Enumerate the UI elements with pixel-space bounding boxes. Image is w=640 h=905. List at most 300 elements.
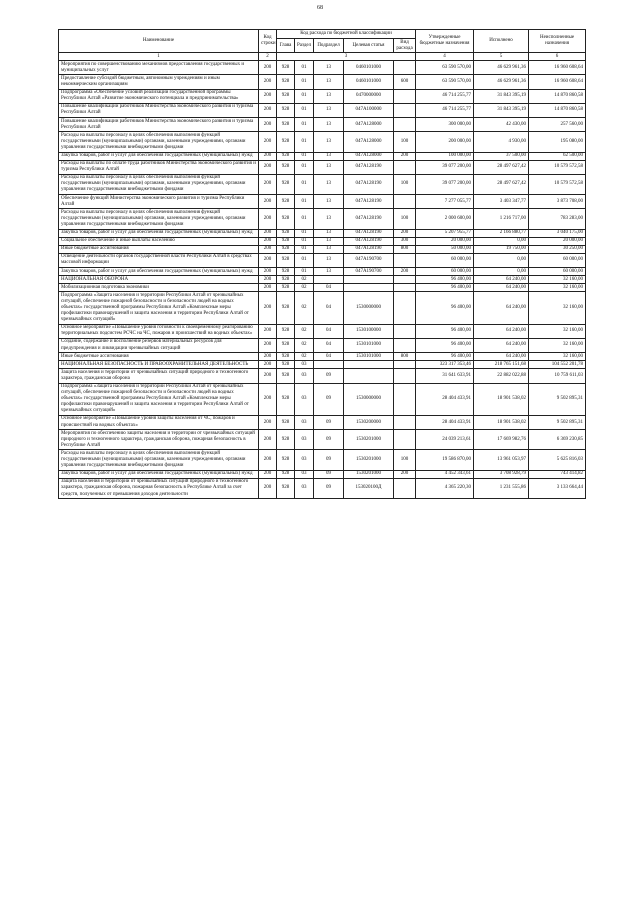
table-row: [59, 268, 586, 276]
table-row: [59, 245, 586, 253]
row-approved: 4 452 343,61: [416, 470, 474, 478]
row-approved: 19 586 870,00: [416, 450, 474, 470]
row-expense-type: [394, 89, 416, 103]
row-section: 02: [295, 324, 314, 338]
row-name: Повышение квалификации работников Министерства экономического развития и туризма Республики Алтай: [59, 118, 259, 132]
row-approved: 63 590 570,00: [416, 75, 474, 89]
row-name: Расходы на выплаты по оплате труда работников Министерства экономического развития и туризма Республики Алтай: [59, 160, 259, 174]
page-number: 68: [317, 5, 323, 11]
table-row: [59, 353, 586, 361]
row-target: 047А128000: [344, 118, 394, 132]
row-executed: 3 403 347,77: [474, 195, 529, 209]
row-code: 200: [259, 268, 277, 276]
row-code: 200: [259, 338, 277, 352]
row-expense-type: [394, 103, 416, 117]
header-unexecuted: Неисполненные назначения: [529, 30, 586, 53]
row-section: 01: [295, 118, 314, 132]
row-subsection: 13: [314, 61, 344, 75]
row-target: 047А128000: [344, 152, 394, 160]
row-name: Расходы на выплаты персоналу в целях обеспечения выполнения функций государственными (муниципальными) органами, казенными учреждениями, органами управления государственными внебюджетными фондами: [59, 174, 259, 194]
row-executed: 64 240,00: [474, 284, 529, 292]
row-section: 01: [295, 152, 314, 160]
row-approved: 46 714 255,77: [416, 89, 474, 103]
row-code: 200: [259, 152, 277, 160]
row-name: Защита населения и территории от чрезвычайных ситуаций природного и техногенного характера, гражданская оборона, пожарная безопасность в Республике Алтай за счет средств, полученных от превышения доходов деятельности: [59, 478, 259, 498]
row-approved: 96 400,00: [416, 338, 474, 352]
row-subsection: 13: [314, 160, 344, 174]
row-subsection: 04: [314, 292, 344, 324]
row-chapter: 928: [277, 383, 295, 415]
row-executed: 18 901 538,02: [474, 415, 529, 429]
table-row: [59, 160, 586, 174]
row-code: 200: [259, 324, 277, 338]
row-expense-type: [394, 324, 416, 338]
row-code: 200: [259, 415, 277, 429]
table-row: [59, 61, 586, 75]
row-executed: 28 497 627,42: [474, 174, 529, 194]
row-executed: 1 231 555,86: [474, 478, 529, 498]
row-unexecuted: 32 160,00: [529, 284, 586, 292]
row-target: 0470000000: [344, 89, 394, 103]
header-expense-type: Вид расхода: [394, 39, 416, 53]
row-unexecuted: 62 500,00: [529, 152, 586, 160]
row-subsection: 04: [314, 284, 344, 292]
row-code: 200: [259, 195, 277, 209]
row-chapter: 928: [277, 89, 295, 103]
row-expense-type: 300: [394, 237, 416, 245]
row-unexecuted: 60 000,00: [529, 253, 586, 267]
row-chapter: 928: [277, 160, 295, 174]
row-section: 02: [295, 338, 314, 352]
row-chapter: 928: [277, 253, 295, 267]
row-approved: 96 400,00: [416, 292, 474, 324]
row-code: 200: [259, 160, 277, 174]
row-unexecuted: 9 502 895,31: [529, 415, 586, 429]
row-target: 047А128190: [344, 209, 394, 229]
row-chapter: 928: [277, 276, 295, 284]
row-unexecuted: 32 160,00: [529, 353, 586, 361]
row-approved: 60 000,00: [416, 253, 474, 267]
table-row: [59, 103, 586, 117]
table-row: [59, 195, 586, 209]
row-chapter: 928: [277, 132, 295, 152]
row-expense-type: [394, 284, 416, 292]
row-unexecuted: 6 369 230,85: [529, 430, 586, 450]
table-row: [59, 369, 586, 383]
row-subsection: 09: [314, 470, 344, 478]
table-row: [59, 209, 586, 229]
row-section: 03: [295, 450, 314, 470]
row-subsection: 09: [314, 415, 344, 429]
table-row: [59, 478, 586, 498]
row-chapter: 928: [277, 450, 295, 470]
row-chapter: 928: [277, 338, 295, 352]
table-row: [59, 132, 586, 152]
row-expense-type: 800: [394, 245, 416, 253]
row-approved: 39 077 200,00: [416, 160, 474, 174]
row-executed: 18 901 538,02: [474, 383, 529, 415]
header-chapter: Глава: [277, 39, 295, 53]
row-subsection: 13: [314, 103, 344, 117]
row-section: 01: [295, 195, 314, 209]
row-expense-type: [394, 478, 416, 498]
row-code: 200: [259, 430, 277, 450]
row-executed: 64 240,00: [474, 276, 529, 284]
row-subsection: 13: [314, 209, 344, 229]
row-expense-type: [394, 118, 416, 132]
row-unexecuted: 257 560,00: [529, 118, 586, 132]
row-name: Подпрограмма «Защита населения и территории Республики Алтай от чрезвычайных ситуаций, обеспечение пожарной безопасности и безопасности людей на водных объектах» государственной программы Республики Алтай «Комплексные меры профилактики правонарушений и защита населения и территории Республики Алтай от чрезвычайных ситуаций»: [59, 383, 259, 415]
row-code: 200: [259, 292, 277, 324]
row-executed: 17 669 982,76: [474, 430, 529, 450]
row-target: 1530201000: [344, 450, 394, 470]
row-expense-type: [394, 276, 416, 284]
row-expense-type: [394, 253, 416, 267]
row-target: 1530000000: [344, 292, 394, 324]
row-unexecuted: 32 160,00: [529, 276, 586, 284]
row-expense-type: [394, 415, 416, 429]
row-subsection: 09: [314, 369, 344, 383]
row-subsection: 13: [314, 132, 344, 152]
row-name: Освещение деятельности органов государственной власти Республики Алтай в средствах массовой информации: [59, 253, 259, 267]
row-target: 047А128190: [344, 174, 394, 194]
row-subsection: 13: [314, 229, 344, 237]
table-row: [59, 276, 586, 284]
row-approved: 7 277 055,77: [416, 195, 474, 209]
row-subsection: 13: [314, 75, 344, 89]
row-section: 01: [295, 174, 314, 194]
row-executed: 1 216 717,00: [474, 209, 529, 229]
row-unexecuted: 195 080,00: [529, 132, 586, 152]
row-approved: 96 400,00: [416, 284, 474, 292]
row-code: 200: [259, 229, 277, 237]
row-target: 047А128190: [344, 229, 394, 237]
row-chapter: 928: [277, 103, 295, 117]
header-classification: Код расхода по бюджетной классификации: [277, 30, 416, 39]
row-code: 200: [259, 237, 277, 245]
row-unexecuted: 3 873 708,00: [529, 195, 586, 209]
row-code: 200: [259, 276, 277, 284]
row-code: 200: [259, 61, 277, 75]
row-executed: 0,00: [474, 268, 529, 276]
row-name: НАЦИОНАЛЬНАЯ ОБОРОНА: [59, 276, 259, 284]
row-code: 200: [259, 118, 277, 132]
row-target: 047А100000: [344, 103, 394, 117]
row-name: Подпрограмма «Защита населения и территории Республики Алтай от чрезвычайных ситуаций, обеспечение пожарной безопасности и безопасности людей на водных объектах» государственной программы Республики Алтай «Комплексные меры профилактики правонарушений и защита населения и территории Республики Алтай от чрезвычайных ситуаций»: [59, 292, 259, 324]
row-approved: 100 000,00: [416, 152, 474, 160]
row-subsection: 04: [314, 338, 344, 352]
row-subsection: 13: [314, 152, 344, 160]
row-name: Создание, содержание и восполнение резервов материальных ресурсов для предупреждения и ликвидации чрезвычайных ситуаций: [59, 338, 259, 352]
row-code: 200: [259, 361, 277, 369]
table-row: [59, 152, 586, 160]
table-row: [59, 324, 586, 338]
row-chapter: 928: [277, 361, 295, 369]
row-target: 1530200000: [344, 415, 394, 429]
row-subsection: [314, 276, 344, 284]
row-executed: 31 843 395,19: [474, 103, 529, 117]
row-expense-type: 200: [394, 152, 416, 160]
row-name: Мероприятия по обеспечению защиты населения и территории от чрезвычайных ситуаций природного и техногенного характера, гражданская оборона, пожарная безопасность в Республике Алтай: [59, 430, 259, 450]
row-unexecuted: 60 000,00: [529, 268, 586, 276]
table-row: [59, 118, 586, 132]
row-section: 01: [295, 237, 314, 245]
row-chapter: 928: [277, 324, 295, 338]
row-code: 200: [259, 470, 277, 478]
row-subsection: 13: [314, 268, 344, 276]
row-approved: 5 207 955,77: [416, 229, 474, 237]
table-row: [59, 430, 586, 450]
row-section: 01: [295, 245, 314, 253]
row-name: Иные бюджетные ассигнования: [59, 245, 259, 253]
row-subsection: 09: [314, 383, 344, 415]
row-unexecuted: 16 960 608,64: [529, 75, 586, 89]
row-section: 03: [295, 478, 314, 498]
row-subsection: 09: [314, 450, 344, 470]
row-expense-type: [394, 195, 416, 209]
row-expense-type: 600: [394, 75, 416, 89]
row-chapter: 928: [277, 195, 295, 209]
row-expense-type: [394, 292, 416, 324]
row-target: 1530100000: [344, 324, 394, 338]
row-section: 02: [295, 276, 314, 284]
table-row: [59, 89, 586, 103]
row-name: Закупка товаров, работ и услуг для обеспечения государственных (муниципальных) нужд: [59, 229, 259, 237]
table-row: [59, 292, 586, 324]
row-code: 200: [259, 369, 277, 383]
row-target: [344, 284, 394, 292]
row-executed: 64 240,00: [474, 324, 529, 338]
row-name: Закупка товаров, работ и услуг для обеспечения государственных (муниципальных) нужд: [59, 268, 259, 276]
row-chapter: 928: [277, 415, 295, 429]
header-name: Наименование: [59, 30, 259, 53]
row-unexecuted: 20 000,00: [529, 237, 586, 245]
row-code: 200: [259, 284, 277, 292]
row-unexecuted: 32 160,00: [529, 324, 586, 338]
row-subsection: 13: [314, 195, 344, 209]
row-target: 1530101000: [344, 338, 394, 352]
row-section: 02: [295, 353, 314, 361]
row-chapter: 928: [277, 118, 295, 132]
row-chapter: 928: [277, 152, 295, 160]
row-section: 01: [295, 268, 314, 276]
row-expense-type: 200: [394, 229, 416, 237]
row-name: Подпрограмма «Обеспечение условий реализации государственной программы Республики Алтай «Развитие экономического потенциала и предпринимательства»: [59, 89, 259, 103]
row-chapter: 928: [277, 478, 295, 498]
row-executed: 46 629 961,36: [474, 75, 529, 89]
row-code: 200: [259, 174, 277, 194]
table-row: [59, 237, 586, 245]
row-target: [344, 361, 394, 369]
row-executed: 64 240,00: [474, 353, 529, 361]
row-approved: 39 077 200,00: [416, 174, 474, 194]
row-code: 200: [259, 450, 277, 470]
row-approved: 96 400,00: [416, 276, 474, 284]
header-executed: Исполнено: [474, 30, 529, 53]
row-subsection: 13: [314, 89, 344, 103]
row-executed: 31 843 395,19: [474, 89, 529, 103]
row-target: 1530201000: [344, 470, 394, 478]
row-target: 0460101000: [344, 75, 394, 89]
row-unexecuted: 16 960 608,64: [529, 61, 586, 75]
row-target: 047А190700: [344, 253, 394, 267]
row-section: 03: [295, 361, 314, 369]
table-row: [59, 450, 586, 470]
row-chapter: 928: [277, 174, 295, 194]
row-approved: 50 000,00: [416, 245, 474, 253]
row-expense-type: 100: [394, 174, 416, 194]
header-section: Раздел: [295, 39, 314, 53]
row-approved: 96 400,00: [416, 324, 474, 338]
row-expense-type: [394, 369, 416, 383]
row-section: 03: [295, 470, 314, 478]
row-code: 200: [259, 89, 277, 103]
row-unexecuted: 30 250,00: [529, 245, 586, 253]
row-name: Предоставление субсидий бюджетным, автономным учреждениям и иным некоммерческим организациям: [59, 75, 259, 89]
row-target: [344, 369, 394, 383]
table-row: [59, 174, 586, 194]
row-executed: 46 629 961,36: [474, 61, 529, 75]
row-executed: 64 240,00: [474, 292, 529, 324]
row-approved: 31 641 633,91: [416, 369, 474, 383]
header-approved: Утвержденные бюджетные назначения: [416, 30, 474, 53]
row-unexecuted: 104 552 201,78: [529, 361, 586, 369]
row-executed: 13 961 053,97: [474, 450, 529, 470]
row-section: 01: [295, 132, 314, 152]
table-row: [59, 383, 586, 415]
row-expense-type: [394, 61, 416, 75]
row-section: 01: [295, 75, 314, 89]
row-name: Социальное обеспечение и иные выплаты населению: [59, 237, 259, 245]
row-expense-type: [394, 361, 416, 369]
row-approved: 2 000 600,00: [416, 209, 474, 229]
row-section: 01: [295, 229, 314, 237]
row-section: 02: [295, 284, 314, 292]
row-unexecuted: 743 414,82: [529, 470, 586, 478]
row-executed: 218 765 151,68: [474, 361, 529, 369]
row-section: 01: [295, 61, 314, 75]
row-code: 200: [259, 132, 277, 152]
row-subsection: 04: [314, 324, 344, 338]
row-section: 01: [295, 89, 314, 103]
row-name: Обеспечение функций Министерства экономического развития и туризма Республики Алтай: [59, 195, 259, 209]
row-expense-type: 100: [394, 209, 416, 229]
header-index: 3: [277, 53, 416, 61]
row-target: 1530101000: [344, 353, 394, 361]
table-row: [59, 361, 586, 369]
row-section: 03: [295, 415, 314, 429]
table-row: [59, 75, 586, 89]
row-target: 047А190700: [344, 268, 394, 276]
header-row-code: Код строки: [259, 30, 277, 53]
row-expense-type: [394, 430, 416, 450]
row-target: 153020100Д: [344, 478, 394, 498]
row-code: 200: [259, 75, 277, 89]
row-target: 1530000000: [344, 383, 394, 415]
row-subsection: 09: [314, 478, 344, 498]
row-chapter: 928: [277, 353, 295, 361]
table-row: [59, 229, 586, 237]
row-name: Мероприятия по совершенствованию механизмов предоставления государственных и муниципальных услуг: [59, 61, 259, 75]
row-unexecuted: 5 625 816,03: [529, 450, 586, 470]
row-executed: 28 497 627,42: [474, 160, 529, 174]
budget-execution-table: [58, 29, 586, 499]
row-approved: 60 000,00: [416, 268, 474, 276]
row-unexecuted: 32 160,00: [529, 292, 586, 324]
row-expense-type: [394, 160, 416, 174]
row-target: 047А128190: [344, 237, 394, 245]
row-chapter: 928: [277, 284, 295, 292]
table-row: [59, 284, 586, 292]
row-code: 200: [259, 253, 277, 267]
row-approved: 28 404 433,91: [416, 415, 474, 429]
row-code: 200: [259, 353, 277, 361]
row-name: Расходы на выплаты персоналу в целях обеспечения выполнения функций государственными (муниципальными) органами, казенными учреждениями, органами управления государственными внебюджетными фондами: [59, 209, 259, 229]
row-code: 200: [259, 245, 277, 253]
row-target: 0460101000: [344, 61, 394, 75]
row-section: 01: [295, 253, 314, 267]
row-executed: 42 430,00: [474, 118, 529, 132]
row-unexecuted: 10 579 572,58: [529, 174, 586, 194]
row-unexecuted: 32 160,00: [529, 338, 586, 352]
row-code: 200: [259, 478, 277, 498]
row-subsection: 13: [314, 245, 344, 253]
row-unexecuted: 3 040 175,00: [529, 229, 586, 237]
row-code: 200: [259, 209, 277, 229]
row-name: Основное мероприятие «Повышение уровня защиты населения от ЧС, пожаров и происшествий на водных объектах»: [59, 415, 259, 429]
row-target: 047А128190: [344, 195, 394, 209]
row-approved: 300 000,00: [416, 118, 474, 132]
header-index: 6: [529, 53, 586, 61]
row-target: [344, 276, 394, 284]
row-name: Защита населения и территории от чрезвычайных ситуаций природного и техногенного характера, гражданская оборона: [59, 369, 259, 383]
row-code: 200: [259, 383, 277, 415]
row-target: 047А128190: [344, 160, 394, 174]
row-executed: 3 708 928,79: [474, 470, 529, 478]
row-section: 03: [295, 383, 314, 415]
table-row: [59, 470, 586, 478]
row-name: НАЦИОНАЛЬНАЯ БЕЗОПАСНОСТЬ И ПРАВООХРАНИТЕЛЬНАЯ ДЕЯТЕЛЬНОСТЬ: [59, 361, 259, 369]
row-unexecuted: 14 870 860,58: [529, 89, 586, 103]
row-chapter: 928: [277, 237, 295, 245]
row-unexecuted: 14 870 860,58: [529, 103, 586, 117]
row-approved: 24 039 213,61: [416, 430, 474, 450]
row-section: 03: [295, 430, 314, 450]
row-section: 01: [295, 209, 314, 229]
row-chapter: 928: [277, 245, 295, 253]
row-expense-type: 100: [394, 450, 416, 470]
row-approved: 323 317 353,46: [416, 361, 474, 369]
row-name: Закупка товаров, работ и услуг для обеспечения государственных (муниципальных) нужд: [59, 470, 259, 478]
row-subsection: 13: [314, 253, 344, 267]
row-expense-type: 800: [394, 353, 416, 361]
row-chapter: 928: [277, 209, 295, 229]
row-chapter: 928: [277, 75, 295, 89]
row-subsection: 04: [314, 353, 344, 361]
row-approved: 28 404 433,91: [416, 383, 474, 415]
row-section: 01: [295, 103, 314, 117]
row-executed: 37 500,00: [474, 152, 529, 160]
row-subsection: 13: [314, 237, 344, 245]
row-approved: 4 365 220,30: [416, 478, 474, 498]
row-unexecuted: 10 579 572,58: [529, 160, 586, 174]
row-name: Повышение квалификации работников Министерства экономического развития и туризма Республики Алтай: [59, 103, 259, 117]
row-approved: 63 590 570,00: [416, 61, 474, 75]
row-unexecuted: 9 502 895,31: [529, 383, 586, 415]
header-subsection: Подраздел: [314, 39, 344, 53]
row-expense-type: 100: [394, 132, 416, 152]
row-subsection: 13: [314, 174, 344, 194]
